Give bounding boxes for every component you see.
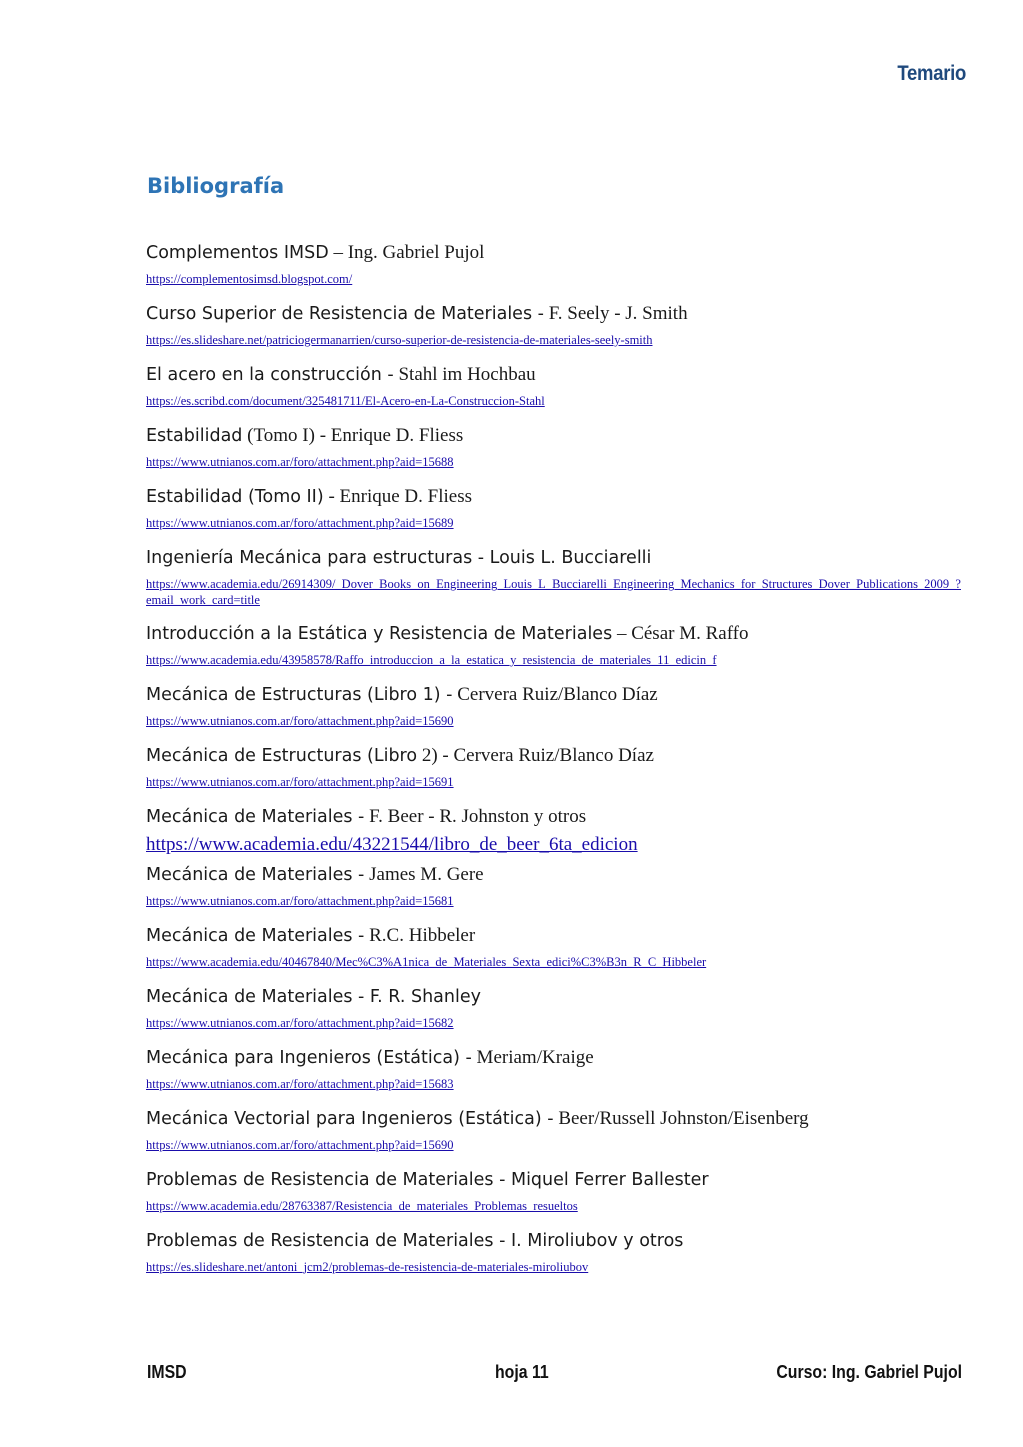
- bib-title-text: Complementos IMSD: [146, 243, 329, 263]
- bib-entry-title: [146, 621, 962, 647]
- bib-title-text: Mecánica para Ingenieros (Estática) -: [146, 1048, 472, 1068]
- bib-entry: [146, 804, 962, 857]
- bib-entry: [146, 743, 962, 790]
- bib-title-text: Mecánica de Materiales -: [146, 865, 365, 885]
- bib-author-text: Stahl im Hochbau: [393, 364, 536, 385]
- bib-entry: [146, 862, 962, 909]
- bib-entry-title: [146, 682, 962, 708]
- bib-entry-link[interactable]: https://www.utnianos.com.ar/foro/attachment.php?aid=15690: [146, 714, 454, 728]
- bib-entry-title: [146, 484, 962, 510]
- bib-entry-link[interactable]: https://www.utnianos.com.ar/foro/attachment.php?aid=15681: [146, 894, 454, 908]
- bib-entry-title: [146, 984, 962, 1010]
- footer-right: Curso: Ing. Gabriel Pujol: [776, 1362, 962, 1382]
- bib-entry: [146, 1228, 962, 1275]
- bib-entry: [146, 1106, 962, 1153]
- bib-title-text: Mecánica de Materiales - F. R. Shanley: [146, 987, 481, 1007]
- page-footer: [147, 1362, 962, 1386]
- bib-author-text: F. Beer - R. Johnston y otros: [364, 806, 587, 827]
- bib-entry-link[interactable]: https://www.utnianos.com.ar/foro/attachment.php?aid=15689: [146, 516, 454, 530]
- bib-entry-link[interactable]: https://www.utnianos.com.ar/foro/attachment.php?aid=15683: [146, 1077, 454, 1091]
- bib-title-text: Mecánica de Materiales -: [146, 807, 365, 827]
- bib-title-text: Estabilidad: [146, 426, 243, 446]
- bib-title-text: El acero en la construcción -: [146, 365, 394, 385]
- bib-title-text: Problemas de Resistencia de Materiales - Miquel Ferrer Ballester: [146, 1170, 709, 1190]
- bib-author-text: F. Seely - J. Smith: [543, 303, 688, 324]
- bib-title-text: Estabilidad (Tomo II): [146, 487, 324, 507]
- bib-entry-title: [146, 240, 962, 266]
- bib-entry-link[interactable]: https://www.utnianos.com.ar/foro/attachment.php?aid=15691: [146, 775, 454, 789]
- bib-author-text: Meriam/Kraige: [471, 1047, 594, 1068]
- bib-entry-title: [146, 923, 962, 949]
- bib-entry-link[interactable]: https://www.academia.edu/43958578/Raffo_introduccion_a_la_estatica_y_resistencia_de_materiales_11_edicin_f: [146, 653, 717, 667]
- bib-entry-link[interactable]: https://complementosimsd.blogspot.com/: [146, 272, 353, 286]
- bib-entry: [146, 240, 962, 287]
- header-title: Temario: [897, 62, 966, 85]
- bib-entry-title: [146, 1167, 962, 1193]
- bib-title-text: Curso Superior de Resistencia de Materiales -: [146, 304, 544, 324]
- bib-author-text: James M. Gere: [364, 864, 484, 885]
- footer-left: IMSD: [147, 1362, 187, 1382]
- bib-entry: [146, 1045, 962, 1092]
- bib-entry: [146, 362, 962, 409]
- bib-author-text: (Tomo I) - Enrique D. Fliess: [242, 425, 464, 446]
- bib-author-text: 2) - Cervera Ruiz/Blanco Díaz: [417, 745, 654, 766]
- bib-entry-link[interactable]: https://www.academia.edu/28763387/Resistencia_de_materiales_Problemas_resueltos: [146, 1199, 578, 1213]
- bib-entry-title: [146, 301, 962, 327]
- bibliography-list: [146, 240, 962, 1289]
- bib-title-text: Ingeniería Mecánica para estructuras - Louis L. Bucciarelli: [146, 548, 652, 568]
- bib-entry-link[interactable]: https://www.academia.edu/43221544/libro_de_beer_6ta_edicion: [146, 834, 638, 855]
- bib-author-text: – Ing. Gabriel Pujol: [328, 242, 485, 263]
- bib-author-text: R.C. Hibbeler: [364, 925, 476, 946]
- bib-entry-title: [146, 862, 962, 888]
- section-heading: Bibliografía: [147, 174, 285, 198]
- bib-entry-link[interactable]: https://www.utnianos.com.ar/foro/attachment.php?aid=15690: [146, 1138, 454, 1152]
- bib-title-text: Mecánica de Materiales -: [146, 926, 365, 946]
- bib-entry-title: [146, 1106, 962, 1132]
- footer-page-number: hoja 11: [495, 1362, 549, 1382]
- bib-title-text: Introducción a la Estática y Resistencia de Materiales: [146, 624, 613, 644]
- bib-author-text: - Enrique D. Fliess: [323, 486, 472, 507]
- bib-title-text: Mecánica de Estructuras (Libro 1) -: [146, 685, 453, 705]
- bib-entry-link[interactable]: https://www.utnianos.com.ar/foro/attachment.php?aid=15688: [146, 455, 454, 469]
- bib-title-text: Problemas de Resistencia de Materiales - I. Miroliubov y otros: [146, 1231, 684, 1251]
- bib-entry-title: [146, 362, 962, 388]
- bib-entry-title: [146, 743, 962, 769]
- bib-title-text: Mecánica de Estructuras (Libro: [146, 746, 418, 766]
- bib-entry-link[interactable]: https://www.academia.edu/40467840/Mec%C3%A1nica_de_Materiales_Sexta_edici%C3%B3n_R_C_Hibbeler: [146, 955, 707, 969]
- bib-entry: [146, 984, 962, 1031]
- bib-entry-title: [146, 1228, 962, 1254]
- bib-entry: [146, 621, 962, 668]
- bib-entry-title: [146, 1045, 962, 1071]
- bib-author-text: Beer/Russell Johnston/Eisenberg: [553, 1108, 809, 1129]
- bib-entry-link[interactable]: https://www.utnianos.com.ar/foro/attachment.php?aid=15682: [146, 1016, 454, 1030]
- bib-entry: [146, 484, 962, 531]
- bib-entry: [146, 682, 962, 729]
- bib-entry: [146, 301, 962, 348]
- bib-entry-link[interactable]: https://es.scribd.com/document/325481711/El-Acero-en-La-Construccion-Stahl: [146, 394, 545, 408]
- bib-entry-title: [146, 423, 962, 449]
- bib-entry-link[interactable]: https://es.slideshare.net/antoni_jcm2/problemas-de-resistencia-de-materiales-miroliubov: [146, 1260, 589, 1274]
- bib-author-text: – César M. Raffo: [612, 623, 749, 644]
- bib-entry-link[interactable]: https://es.slideshare.net/patriciogermanarrien/curso-superior-de-resistencia-de-materiales-seely-smith: [146, 333, 653, 347]
- bib-entry: [146, 923, 962, 970]
- bib-title-text: Mecánica Vectorial para Ingenieros (Estática) -: [146, 1109, 554, 1129]
- bib-entry: [146, 545, 962, 608]
- bib-entry: [146, 1167, 962, 1214]
- bib-entry-title: [146, 545, 962, 571]
- bib-entry: [146, 423, 962, 470]
- bib-entry-link[interactable]: https://www.academia.edu/26914309/_Dover_Books_on_Engineering_Louis_L_Bucciarelli_Engineering_Mechanics_for_Structures_Dover_Publications_2009_?email_work_card=title: [146, 577, 961, 607]
- bib-entry-title: [146, 804, 962, 830]
- bib-author-text: Cervera Ruiz/Blanco Díaz: [452, 684, 658, 705]
